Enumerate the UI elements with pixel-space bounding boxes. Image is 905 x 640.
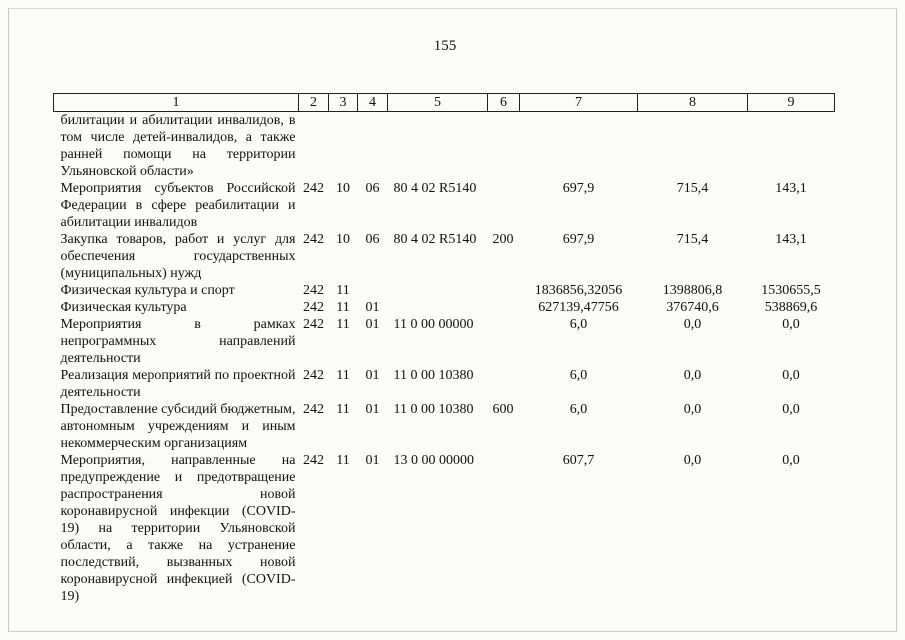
code-expense-type [488, 452, 520, 605]
code-ministry: 242 [303, 283, 324, 298]
column-header: 3 [329, 94, 358, 112]
table-row [54, 367, 835, 401]
amount-col-9: 538869,6 [764, 300, 818, 315]
code-section: 11 [336, 368, 350, 383]
scan-border-bottom [8, 631, 897, 632]
code-target-article [388, 112, 488, 181]
code-expense-type [488, 112, 520, 181]
row-name: Реализация мероприятий по проектной деятельности [60, 368, 296, 400]
table-row [54, 282, 835, 299]
row-name: билитации и абилитации инвалидов, в том числе детей-инвалидов, а также ранней помощи на территории Ульяновской области» [60, 113, 296, 179]
column-header: 4 [358, 94, 388, 112]
amount-col-8: 376740,6 [666, 300, 719, 315]
code-subsection: 01 [365, 300, 380, 315]
amount-col-9: 143,1 [775, 232, 807, 247]
scan-border-top [8, 8, 897, 9]
amount-col-7: 6,0 [569, 368, 588, 383]
table-row [54, 231, 835, 282]
table-row [54, 299, 835, 316]
code-section: 11 [336, 453, 350, 468]
amount-col-8: 0,0 [683, 368, 702, 383]
code-ministry: 242 [303, 402, 324, 417]
code-ministry: 242 [303, 317, 324, 332]
code-target-article: 11 0 00 00000 [393, 317, 474, 332]
code-subsection: 06 [365, 181, 380, 196]
column-header: 5 [388, 94, 488, 112]
amount-col-8 [638, 112, 748, 181]
code-subsection: 01 [365, 317, 380, 332]
code-section: 10 [336, 181, 350, 196]
budget-table [53, 93, 835, 605]
table-row [54, 112, 835, 181]
code-section: 11 [336, 317, 350, 332]
code-target-article: 11 0 00 10380 [393, 402, 474, 417]
code-section: 11 [336, 300, 350, 315]
code-ministry [299, 112, 329, 181]
code-subsection: 01 [365, 453, 380, 468]
column-header: 8 [638, 94, 748, 112]
code-subsection [358, 282, 388, 299]
code-section: 10 [336, 232, 350, 247]
code-subsection: 01 [365, 402, 380, 417]
table-row [54, 452, 835, 605]
code-expense-type [488, 299, 520, 316]
column-header: 6 [488, 94, 520, 112]
code-ministry: 242 [303, 453, 324, 468]
row-name: Закупка товаров, работ и услуг для обеспечения государственных (муниципальных) нужд [60, 232, 296, 281]
code-target-article: 80 4 02 R5140 [393, 181, 477, 196]
code-ministry: 242 [303, 368, 324, 383]
code-target-article: 11 0 00 10380 [393, 368, 474, 383]
code-target-article [388, 282, 488, 299]
amount-col-8: 715,4 [676, 232, 709, 247]
amount-col-7: 1836856,32056 [534, 283, 623, 298]
amount-col-9: 0,0 [782, 453, 800, 468]
row-name: Мероприятия, направленные на предупреждение и предотвращение распространения новой коронавирусной инфекции (COVID-19) на территории Ульяновской области, а также на устранение последствий, вызванных новой коронавирусной инфекцией (COVID-19) [60, 453, 296, 604]
amount-col-7: 6,0 [569, 317, 588, 332]
code-expense-type: 200 [492, 232, 514, 247]
amount-col-7 [520, 112, 638, 181]
code-section: 11 [336, 402, 350, 417]
code-ministry: 242 [303, 300, 324, 315]
table-row [54, 180, 835, 231]
amount-col-8: 1398806,8 [662, 283, 723, 298]
amount-col-8: 0,0 [683, 402, 702, 417]
code-section: 11 [336, 283, 350, 298]
row-name: Физическая культура [60, 300, 187, 315]
scan-border-left [8, 8, 9, 632]
amount-col-9: 143,1 [775, 181, 807, 196]
code-section [329, 112, 358, 181]
amount-col-9: 0,0 [782, 317, 800, 332]
amount-col-8: 0,0 [683, 453, 702, 468]
code-ministry: 242 [303, 181, 324, 196]
row-name: Физическая культура и спорт [60, 283, 235, 298]
amount-col-7: 697,9 [562, 232, 595, 247]
amount-col-7: 697,9 [562, 181, 595, 196]
page-number: 155 [433, 38, 457, 54]
code-subsection: 06 [365, 232, 380, 247]
column-header: 7 [520, 94, 638, 112]
amount-col-9: 1530655,5 [761, 283, 821, 298]
amount-col-8: 715,4 [676, 181, 709, 196]
table-header-row [54, 94, 835, 112]
column-header: 1 [54, 94, 299, 112]
code-target-article: 80 4 02 R5140 [393, 232, 477, 247]
code-expense-type [488, 180, 520, 231]
code-target-article [388, 299, 488, 316]
row-name: Мероприятия в рамках непрограммных направлений деятельности [60, 317, 296, 366]
code-expense-type [488, 282, 520, 299]
row-name: Мероприятия субъектов Российской Федерации в сфере реабилитации и абилитации инвалидов [60, 181, 296, 230]
code-subsection: 01 [365, 368, 380, 383]
table-body [54, 112, 835, 606]
amount-col-8: 0,0 [683, 317, 702, 332]
amount-col-9: 0,0 [782, 368, 800, 383]
amount-col-9 [748, 112, 835, 181]
column-header: 2 [299, 94, 329, 112]
scan-border-right [896, 8, 897, 632]
amount-col-7: 627139,47756 [538, 300, 619, 315]
code-subsection [358, 112, 388, 181]
code-expense-type: 600 [492, 402, 514, 417]
row-name: Предоставление субсидий бюджетным, автономным учреждениям и иным некоммерческим организациям [60, 402, 296, 451]
table-row [54, 401, 835, 452]
amount-col-9: 0,0 [782, 402, 800, 417]
code-expense-type [488, 316, 520, 367]
code-target-article: 13 0 00 00000 [393, 453, 474, 468]
amount-col-7: 607,7 [562, 453, 595, 468]
code-expense-type [488, 367, 520, 401]
table-row [54, 316, 835, 367]
code-ministry: 242 [303, 232, 324, 247]
amount-col-7: 6,0 [569, 402, 588, 417]
column-header: 9 [748, 94, 835, 112]
